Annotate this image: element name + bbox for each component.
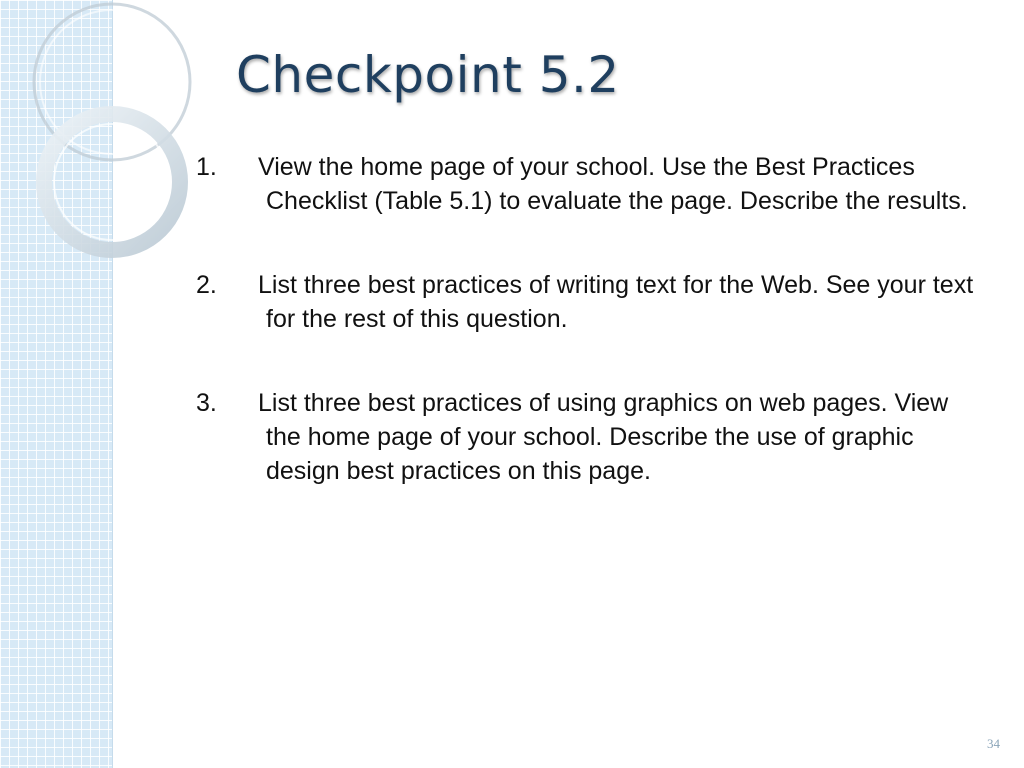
item-number: 1. bbox=[196, 153, 217, 181]
item-number: 2. bbox=[196, 271, 217, 299]
lower-ring-inner bbox=[54, 124, 170, 240]
item-number: 3. bbox=[196, 389, 217, 417]
item-text: List three best practices of writing text for the Web. See your text for the rest of this question. bbox=[258, 271, 974, 333]
question-item bbox=[196, 386, 986, 488]
question-list bbox=[196, 150, 986, 538]
question-item bbox=[196, 150, 986, 218]
lower-ring bbox=[44, 114, 180, 250]
item-text: View the home page of your school. Use the Best Practices Checklist (Table 5.1) to evaluate the page. Describe the results. bbox=[258, 153, 968, 215]
page-number: 34 bbox=[987, 736, 1000, 751]
item-text: List three best practices of using graphics on web pages. View the home page of your school. Describe the use of graphic design best practices on this page. bbox=[258, 389, 949, 485]
question-item bbox=[196, 268, 986, 336]
slide-title: Checkpoint 5.2 bbox=[236, 46, 620, 104]
